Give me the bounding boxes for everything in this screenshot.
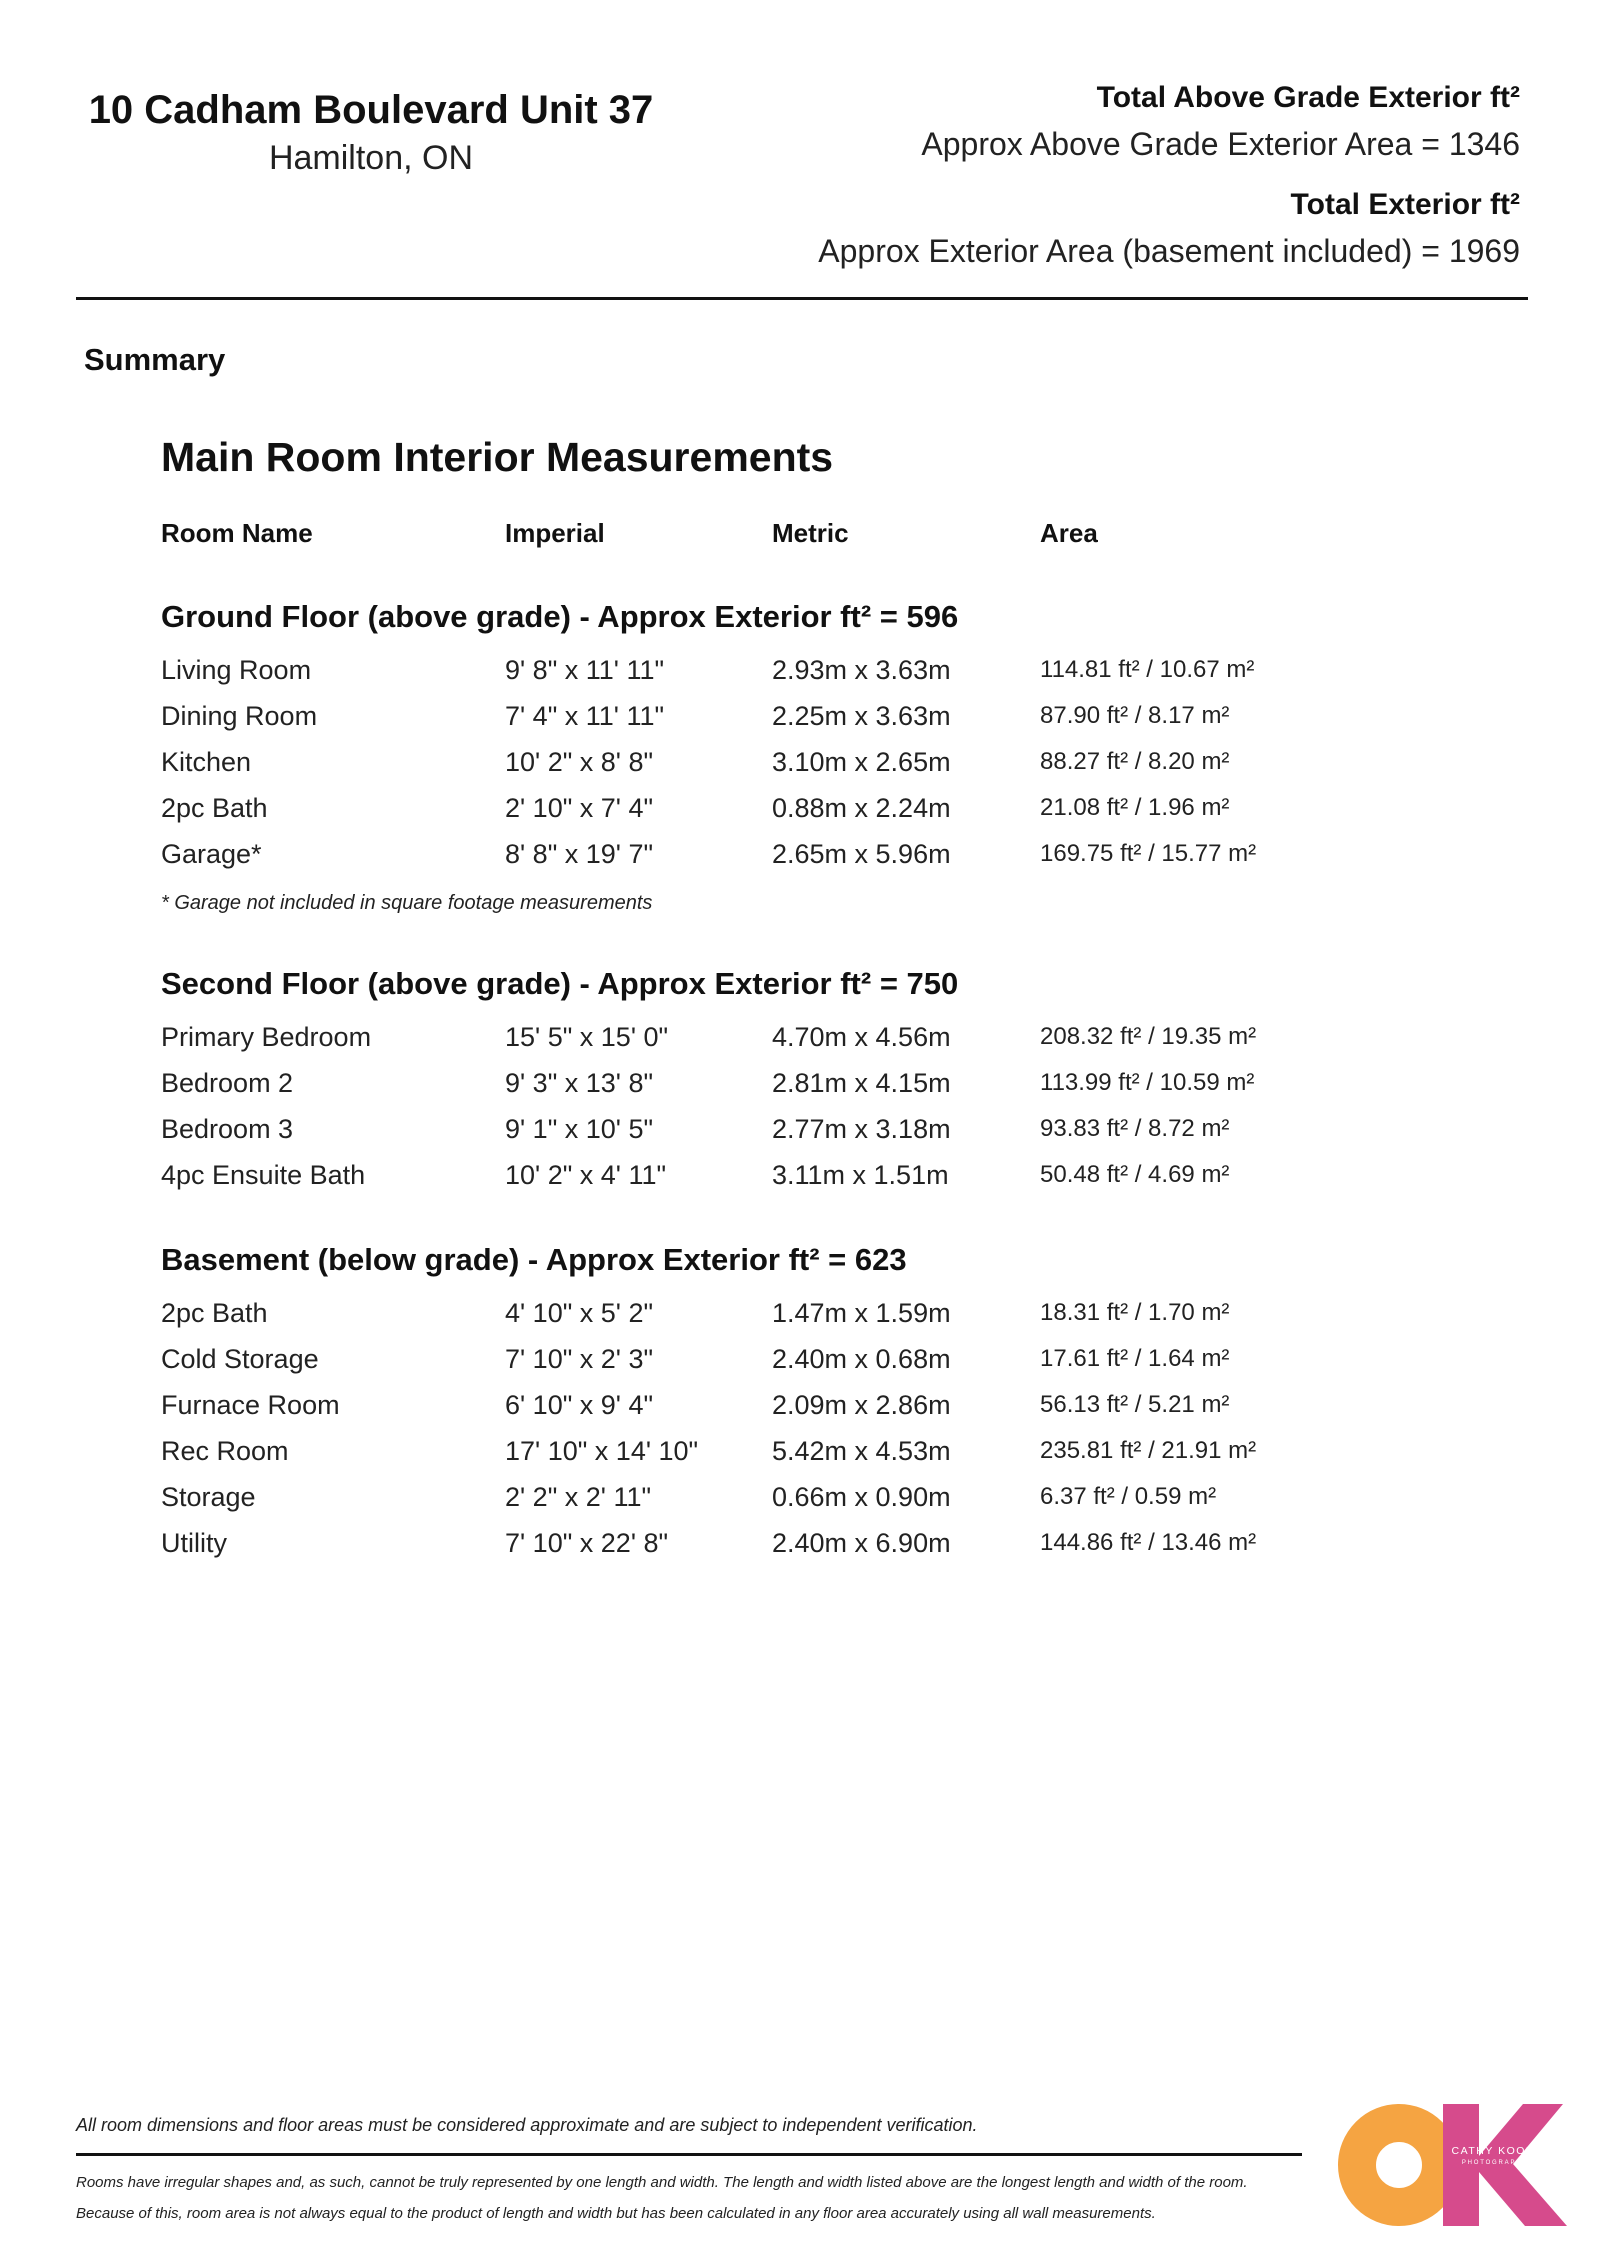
room-metric: 2.81m x 4.15m	[772, 1068, 951, 1098]
total-exterior-heading: Total Exterior ft²	[1290, 188, 1520, 221]
room-metric: 2.77m x 3.18m	[772, 1114, 951, 1144]
room-area: 144.86 ft² / 13.46 m²	[1040, 1529, 1257, 1556]
room-imperial: 6' 10" x 9' 4"	[505, 1390, 654, 1420]
table-row	[0, 1017, 1600, 1063]
table-row	[0, 1339, 1600, 1385]
room-name: Bedroom 3	[161, 1114, 294, 1144]
room-name: Furnace Room	[161, 1390, 340, 1420]
room-area: 17.61 ft² / 1.64 m²	[1040, 1345, 1230, 1372]
total-above-grade-value: Approx Above Grade Exterior Area = 1346	[921, 126, 1520, 162]
table-row	[0, 1385, 1600, 1431]
irregular-rooms-note: Rooms have irregular shapes and, as such, cannot be truly represented by one length and width. The length and width listed above are the longest length and width of the room.	[76, 2174, 1248, 2191]
room-imperial: 10' 2" x 4' 11"	[505, 1160, 667, 1190]
table-row	[0, 696, 1600, 742]
table-row	[0, 650, 1600, 696]
column-header-area: Area	[1040, 518, 1098, 548]
room-metric: 2.40m x 6.90m	[772, 1528, 951, 1558]
room-metric: 2.09m x 2.86m	[772, 1390, 951, 1420]
room-area: 208.32 ft² / 19.35 m²	[1040, 1023, 1257, 1050]
area-calculation-note: Because of this, room area is not always equal to the product of length and width but has been calculated in any floor area accurately using all wall measurements.	[76, 2205, 1156, 2222]
logo-subtitle-text: PHOTOGRAPHY	[1461, 2160, 1529, 2166]
room-imperial: 2' 10" x 7' 4"	[505, 793, 654, 823]
room-metric: 2.25m x 3.63m	[772, 701, 951, 731]
logo-o-letter	[1357, 2123, 1441, 2207]
room-name: Dining Room	[161, 701, 318, 731]
room-name: 2pc Bath	[161, 793, 268, 823]
room-name: Rec Room	[161, 1436, 289, 1466]
table-row	[0, 1293, 1600, 1339]
room-metric: 2.40m x 0.68m	[772, 1344, 951, 1374]
room-area: 93.83 ft² / 8.72 m²	[1040, 1115, 1230, 1142]
section-title: Second Floor (above grade) - Approx Exterior ft² = 750	[161, 966, 959, 1001]
table-row	[0, 1477, 1600, 1523]
footer-divider	[76, 2153, 1302, 2156]
room-name: Living Room	[161, 655, 312, 685]
garage-note: * Garage not included in square footage measurements	[161, 892, 653, 914]
room-metric: 2.93m x 3.63m	[772, 655, 951, 685]
table-row	[0, 1155, 1600, 1201]
summary-label: Summary	[84, 342, 226, 377]
room-metric: 4.70m x 4.56m	[772, 1022, 951, 1052]
section-title: Basement (below grade) - Approx Exterior ft² = 623	[161, 1242, 907, 1277]
room-area: 235.81 ft² / 21.91 m²	[1040, 1437, 1257, 1464]
column-header-room-name: Room Name	[161, 518, 313, 548]
header-divider	[76, 297, 1528, 300]
room-name: Garage*	[161, 839, 262, 869]
room-metric: 0.66m x 0.90m	[772, 1482, 951, 1512]
room-metric: 1.47m x 1.59m	[772, 1298, 951, 1328]
room-imperial: 7' 10" x 2' 3"	[505, 1344, 654, 1374]
room-metric: 2.65m x 5.96m	[772, 839, 951, 869]
room-metric: 3.11m x 1.51m	[772, 1160, 949, 1190]
room-area: 18.31 ft² / 1.70 m²	[1040, 1299, 1230, 1326]
room-area: 87.90 ft² / 8.17 m²	[1040, 702, 1230, 729]
room-name: Bedroom 2	[161, 1068, 294, 1098]
table-row	[0, 1431, 1600, 1477]
room-imperial: 17' 10" x 14' 10"	[505, 1436, 699, 1466]
room-area: 50.48 ft² / 4.69 m²	[1040, 1161, 1230, 1188]
table-row	[0, 834, 1600, 880]
table-row	[0, 1063, 1600, 1109]
main-title: Main Room Interior Measurements	[161, 434, 834, 480]
room-area: 113.99 ft² / 10.59 m²	[1040, 1069, 1255, 1096]
room-imperial: 7' 4" x 11' 11"	[505, 701, 665, 731]
room-area: 21.08 ft² / 1.96 m²	[1040, 794, 1230, 821]
room-name: 4pc Ensuite Bath	[161, 1160, 366, 1190]
room-metric: 3.10m x 2.65m	[772, 747, 951, 777]
cathy-koop-logo	[1335, 2100, 1575, 2230]
room-imperial: 10' 2" x 8' 8"	[505, 747, 654, 777]
address-city: Hamilton, ON	[268, 139, 474, 177]
room-metric: 5.42m x 4.53m	[772, 1436, 951, 1466]
table-row	[0, 1523, 1600, 1569]
table-row	[0, 1109, 1600, 1155]
logo-name-text: CATHY KOOP	[1451, 2145, 1535, 2157]
room-area: 169.75 ft² / 15.77 m²	[1040, 840, 1257, 867]
total-exterior-value: Approx Exterior Area (basement included) = 1969	[818, 233, 1520, 269]
room-name: Primary Bedroom	[161, 1022, 372, 1052]
room-name: Storage	[161, 1482, 256, 1512]
room-name: Utility	[161, 1528, 227, 1558]
table-row	[0, 788, 1600, 834]
room-name: 2pc Bath	[161, 1298, 268, 1328]
room-name: Kitchen	[161, 747, 252, 777]
table-row	[0, 742, 1600, 788]
room-area: 56.13 ft² / 5.21 m²	[1040, 1391, 1230, 1418]
room-imperial: 9' 3" x 13' 8"	[505, 1068, 654, 1098]
room-imperial: 15' 5" x 15' 0"	[505, 1022, 669, 1052]
address-title: 10 Cadham Boulevard Unit 37	[88, 88, 654, 132]
disclaimer-text: All room dimensions and floor areas must be considered approximate and are subject to independent verification.	[76, 2115, 978, 2135]
section-title: Ground Floor (above grade) - Approx Exterior ft² = 596	[161, 599, 959, 634]
room-metric: 0.88m x 2.24m	[772, 793, 951, 823]
room-area: 6.37 ft² / 0.59 m²	[1040, 1483, 1217, 1510]
room-area: 114.81 ft² / 10.67 m²	[1040, 656, 1255, 683]
room-imperial: 7' 10" x 22' 8"	[505, 1528, 669, 1558]
column-header-metric: Metric	[772, 518, 849, 548]
column-header-imperial: Imperial	[505, 518, 605, 548]
room-name: Cold Storage	[161, 1344, 319, 1374]
room-area: 88.27 ft² / 8.20 m²	[1040, 748, 1230, 775]
room-imperial: 9' 1" x 10' 5"	[505, 1114, 654, 1144]
room-imperial: 8' 8" x 19' 7"	[505, 839, 654, 869]
total-above-grade-heading: Total Above Grade Exterior ft²	[1096, 81, 1520, 114]
room-imperial: 4' 10" x 5' 2"	[505, 1298, 654, 1328]
room-imperial: 2' 2" x 2' 11"	[505, 1482, 652, 1512]
room-imperial: 9' 8" x 11' 11"	[505, 655, 665, 685]
